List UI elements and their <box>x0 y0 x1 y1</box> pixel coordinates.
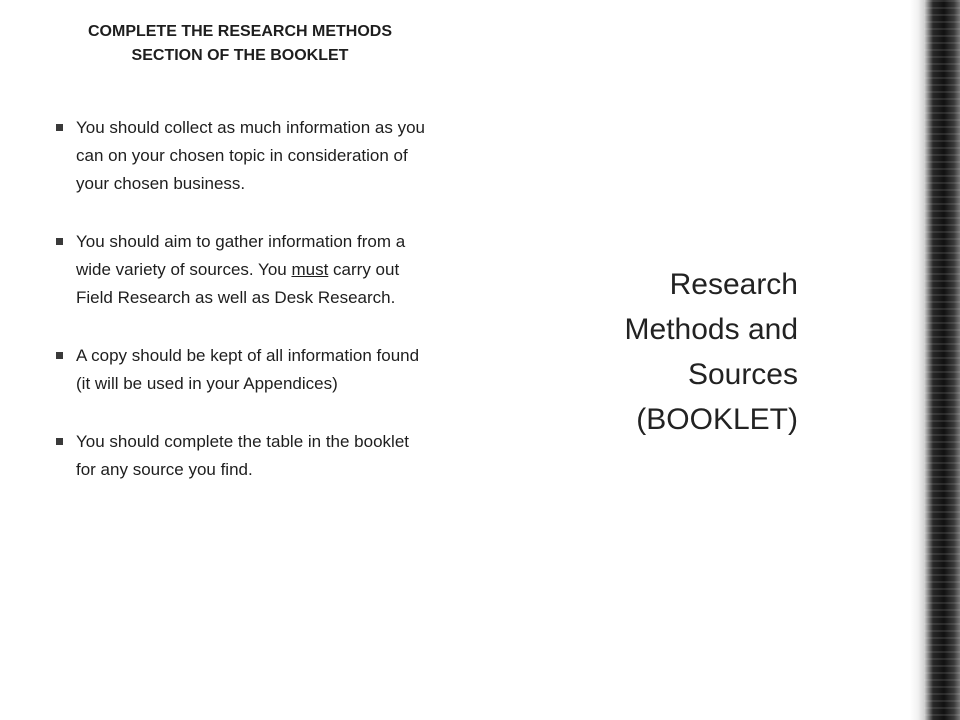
edge-shadow <box>910 0 924 720</box>
content-heading-line-1: COMPLETE THE RESEARCH METHODS <box>87 23 392 40</box>
bullet-item <box>56 428 428 484</box>
square-bullet-icon <box>56 438 63 445</box>
bullet-text-before: You should aim to gather information from a wide variety of sources. You <box>76 232 406 279</box>
square-bullet-icon <box>56 352 63 359</box>
decorative-edge-strip <box>924 0 960 720</box>
bullet-item <box>56 114 428 198</box>
bullet-item <box>56 228 428 312</box>
bullet-text: You should collect as much information as you can on your chosen topic in consideration of your chosen business. <box>76 118 426 193</box>
bullet-list <box>56 114 428 514</box>
content-heading-line-2: SECTION OF THE BOOKLET <box>131 47 349 64</box>
slide-title-line-2: Methods and <box>624 313 798 346</box>
bullet-text: A copy should be kept of all information found (it will be used in your Appendices) <box>76 346 420 393</box>
slide-title-line-4: (BOOKLET) <box>636 403 798 436</box>
slide-title <box>498 262 798 442</box>
slide-title-line-3: Sources <box>687 358 798 391</box>
content-heading <box>40 20 440 68</box>
bullet-text: You should complete the table in the booklet for any source you find. <box>76 432 410 479</box>
square-bullet-icon <box>56 238 63 245</box>
slide-title-line-1: Research <box>669 268 798 301</box>
bullet-text-emphasis: must <box>291 260 329 279</box>
bullet-text-after: carry out Field Research as well as Desk Research. <box>76 260 400 307</box>
bullet-item <box>56 342 428 398</box>
square-bullet-icon <box>56 124 63 131</box>
